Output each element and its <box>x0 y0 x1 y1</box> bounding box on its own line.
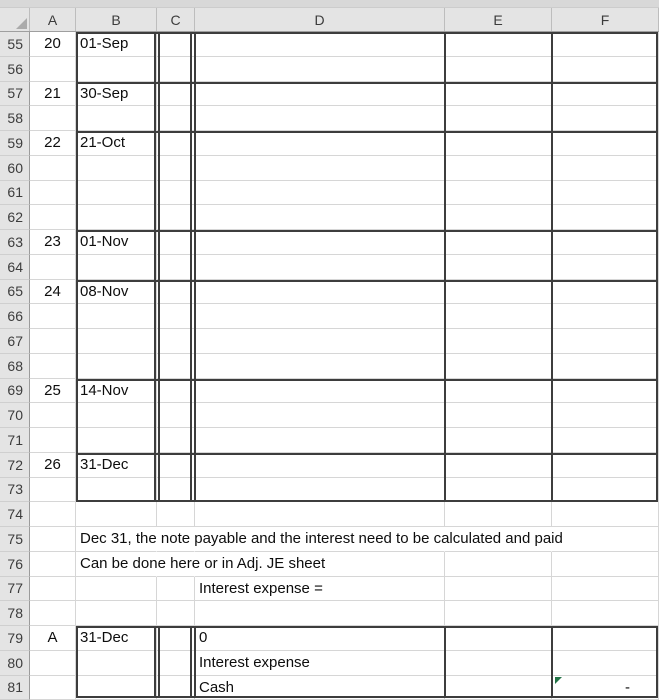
cell-F75[interactable] <box>552 527 659 552</box>
cell-A70[interactable] <box>30 403 76 428</box>
cell-C77[interactable] <box>157 577 195 602</box>
cell-A58[interactable] <box>30 106 76 131</box>
cell-A65[interactable]: 24 <box>30 280 76 305</box>
cell-D56[interactable] <box>195 57 445 82</box>
cell-E76[interactable] <box>445 552 552 577</box>
cell-D80[interactable]: Interest expense <box>195 651 445 676</box>
cell-C65[interactable] <box>157 280 195 305</box>
cell-E67[interactable] <box>445 329 552 354</box>
sheet-row-80 <box>0 651 659 676</box>
cell-B72[interactable]: 31-Dec <box>76 453 157 478</box>
cell-A60[interactable] <box>30 156 76 181</box>
cell-C73[interactable] <box>157 478 195 503</box>
row-header-69[interactable]: 69 <box>0 379 30 404</box>
cell-B62[interactable] <box>76 205 157 230</box>
row-header-73[interactable]: 73 <box>0 478 30 503</box>
cell-F70[interactable] <box>552 403 659 428</box>
cell-A74[interactable] <box>30 502 76 527</box>
cell-F59[interactable] <box>552 131 659 156</box>
cell-B73[interactable] <box>76 478 157 503</box>
cell-B80[interactable] <box>76 651 157 676</box>
sheet-row-67 <box>0 329 659 354</box>
row-header-65[interactable]: 65 <box>0 280 30 305</box>
row-header-55[interactable]: 55 <box>0 32 30 57</box>
row-header-57[interactable]: 57 <box>0 82 30 107</box>
column-header-F[interactable]: F <box>552 8 659 31</box>
sheet-row-78 <box>0 601 659 626</box>
cell-A64[interactable] <box>30 255 76 280</box>
sheet-row-79 <box>0 626 659 651</box>
cell-A79[interactable]: A <box>30 626 76 651</box>
row-header-80[interactable]: 80 <box>0 651 30 676</box>
sheet-row-65 <box>0 280 659 305</box>
cell-C55[interactable] <box>157 32 195 57</box>
sheet-row-61 <box>0 181 659 206</box>
row-header-61[interactable]: 61 <box>0 181 30 206</box>
cell-A66[interactable] <box>30 304 76 329</box>
cell-B69[interactable]: 14-Nov <box>76 379 157 404</box>
column-header-B[interactable]: B <box>76 8 157 31</box>
cell-E64[interactable] <box>445 255 552 280</box>
cell-F80[interactable] <box>552 651 659 676</box>
cell-C61[interactable] <box>157 181 195 206</box>
row-header-60[interactable]: 60 <box>0 156 30 181</box>
cell-E70[interactable] <box>445 403 552 428</box>
sheet-row-63 <box>0 230 659 255</box>
cell-C75[interactable] <box>157 527 195 552</box>
cell-E59[interactable] <box>445 131 552 156</box>
cell-B61[interactable] <box>76 181 157 206</box>
cell-B56[interactable] <box>76 57 157 82</box>
cell-F74[interactable] <box>552 502 659 527</box>
cell-A72[interactable]: 26 <box>30 453 76 478</box>
row-header-72[interactable]: 72 <box>0 453 30 478</box>
row-header-76[interactable]: 76 <box>0 552 30 577</box>
column-header-E[interactable]: E <box>445 8 552 31</box>
cell-C70[interactable] <box>157 403 195 428</box>
cell-B81[interactable] <box>76 676 157 700</box>
cell-D62[interactable] <box>195 205 445 230</box>
cell-D81[interactable]: Cash <box>195 676 445 700</box>
cell-C63[interactable] <box>157 230 195 255</box>
row-header-78[interactable]: 78 <box>0 601 30 626</box>
row-header-56[interactable]: 56 <box>0 57 30 82</box>
cell-E80[interactable] <box>445 651 552 676</box>
row-header-77[interactable]: 77 <box>0 577 30 602</box>
cell-C78[interactable] <box>157 601 195 626</box>
cell-A56[interactable] <box>30 57 76 82</box>
cell-C76[interactable] <box>157 552 195 577</box>
cell-F78[interactable] <box>552 601 659 626</box>
cell-D77[interactable]: Interest expense = <box>195 577 445 602</box>
cell-F56[interactable] <box>552 57 659 82</box>
cell-D55[interactable] <box>195 32 445 57</box>
cell-F66[interactable] <box>552 304 659 329</box>
cell-B68[interactable] <box>76 354 157 379</box>
cell-B77[interactable] <box>76 577 157 602</box>
sheet-row-69 <box>0 379 659 404</box>
sheet-row-68 <box>0 354 659 379</box>
sheet-row-75 <box>0 527 659 552</box>
cell-C67[interactable] <box>157 329 195 354</box>
row-header-79[interactable]: 79 <box>0 626 30 651</box>
cell-A68[interactable] <box>30 354 76 379</box>
row-header-71[interactable]: 71 <box>0 428 30 453</box>
sheet-row-59 <box>0 131 659 156</box>
cell-F77[interactable] <box>552 577 659 602</box>
cell-A81[interactable] <box>30 676 76 700</box>
row-header-63[interactable]: 63 <box>0 230 30 255</box>
column-header-row <box>0 8 659 32</box>
cell-A59[interactable]: 22 <box>30 131 76 156</box>
cell-D68[interactable] <box>195 354 445 379</box>
cell-B63[interactable]: 01-Nov <box>76 230 157 255</box>
cell-F76[interactable] <box>552 552 659 577</box>
cell-B55[interactable]: 01-Sep <box>76 32 157 57</box>
row-header-59[interactable]: 59 <box>0 131 30 156</box>
cell-D66[interactable] <box>195 304 445 329</box>
sheet-row-70 <box>0 403 659 428</box>
cell-F57[interactable] <box>552 82 659 107</box>
sheet-row-76 <box>0 552 659 577</box>
cell-D79[interactable]: 0 <box>195 626 445 651</box>
cell-C81[interactable] <box>157 676 195 700</box>
sheet-row-62 <box>0 205 659 230</box>
cell-F58[interactable] <box>552 106 659 131</box>
cell-B76[interactable]: Can be done here or in Adj. JE sheet <box>76 552 157 577</box>
cell-E60[interactable] <box>445 156 552 181</box>
cell-E74[interactable] <box>445 502 552 527</box>
cell-A57[interactable]: 21 <box>30 82 76 107</box>
cell-C80[interactable] <box>157 651 195 676</box>
row-header-58[interactable]: 58 <box>0 106 30 131</box>
cell-D75[interactable] <box>195 527 445 552</box>
cell-D70[interactable] <box>195 403 445 428</box>
cell-D69[interactable] <box>195 379 445 404</box>
sheet-row-81 <box>0 676 659 700</box>
cell-A71[interactable] <box>30 428 76 453</box>
cell-B79[interactable]: 31-Dec <box>76 626 157 651</box>
cell-B67[interactable] <box>76 329 157 354</box>
cell-B59[interactable]: 21-Oct <box>76 131 157 156</box>
select-all-icon <box>16 18 27 29</box>
row-header-81[interactable]: 81 <box>0 676 30 700</box>
cell-B74[interactable] <box>76 502 157 527</box>
cell-D72[interactable] <box>195 453 445 478</box>
sheet-row-57 <box>0 82 659 107</box>
cell-E56[interactable] <box>445 57 552 82</box>
cell-D57[interactable] <box>195 82 445 107</box>
cell-E66[interactable] <box>445 304 552 329</box>
cell-B57[interactable]: 30-Sep <box>76 82 157 107</box>
cell-C57[interactable] <box>157 82 195 107</box>
cell-C74[interactable] <box>157 502 195 527</box>
row-header-67[interactable]: 67 <box>0 329 30 354</box>
cell-E75[interactable] <box>445 527 552 552</box>
cell-A61[interactable] <box>30 181 76 206</box>
cell-D63[interactable] <box>195 230 445 255</box>
cell-B70[interactable] <box>76 403 157 428</box>
cell-A78[interactable] <box>30 601 76 626</box>
cell-D60[interactable] <box>195 156 445 181</box>
cell-A69[interactable]: 25 <box>30 379 76 404</box>
sheet-grid <box>0 32 659 700</box>
sheet-row-55 <box>0 32 659 57</box>
cell-F61[interactable] <box>552 181 659 206</box>
cell-E57[interactable] <box>445 82 552 107</box>
sheet-row-64 <box>0 255 659 280</box>
cell-A67[interactable] <box>30 329 76 354</box>
cell-A80[interactable] <box>30 651 76 676</box>
cell-F60[interactable] <box>552 156 659 181</box>
cell-E55[interactable] <box>445 32 552 57</box>
cell-E77[interactable] <box>445 577 552 602</box>
cell-E72[interactable] <box>445 453 552 478</box>
sheet-row-56 <box>0 57 659 82</box>
cell-E69[interactable] <box>445 379 552 404</box>
chrome-strip <box>0 0 659 8</box>
cell-C79[interactable] <box>157 626 195 651</box>
sheet-row-60 <box>0 156 659 181</box>
cell-F72[interactable] <box>552 453 659 478</box>
sheet-row-73 <box>0 478 659 503</box>
cell-E62[interactable] <box>445 205 552 230</box>
cell-E73[interactable] <box>445 478 552 503</box>
cell-E68[interactable] <box>445 354 552 379</box>
row-header-74[interactable]: 74 <box>0 502 30 527</box>
cell-D61[interactable] <box>195 181 445 206</box>
cell-D67[interactable] <box>195 329 445 354</box>
sheet-row-77 <box>0 577 659 602</box>
cell-F71[interactable] <box>552 428 659 453</box>
cell-C68[interactable] <box>157 354 195 379</box>
cell-E65[interactable] <box>445 280 552 305</box>
row-header-62[interactable]: 62 <box>0 205 30 230</box>
row-header-64[interactable]: 64 <box>0 255 30 280</box>
cell-D71[interactable] <box>195 428 445 453</box>
cell-F67[interactable] <box>552 329 659 354</box>
cell-C62[interactable] <box>157 205 195 230</box>
cell-F68[interactable] <box>552 354 659 379</box>
cell-D58[interactable] <box>195 106 445 131</box>
cell-E81[interactable] <box>445 676 552 700</box>
sheet-row-71 <box>0 428 659 453</box>
sheet-row-74 <box>0 502 659 527</box>
cell-F65[interactable] <box>552 280 659 305</box>
cell-A73[interactable] <box>30 478 76 503</box>
cell-B60[interactable] <box>76 156 157 181</box>
sheet-row-72 <box>0 453 659 478</box>
cell-B66[interactable] <box>76 304 157 329</box>
cell-C69[interactable] <box>157 379 195 404</box>
cell-F63[interactable] <box>552 230 659 255</box>
cell-C64[interactable] <box>157 255 195 280</box>
cell-D78[interactable] <box>195 601 445 626</box>
cell-B64[interactable] <box>76 255 157 280</box>
cell-D65[interactable] <box>195 280 445 305</box>
cell-D74[interactable] <box>195 502 445 527</box>
cell-F64[interactable] <box>552 255 659 280</box>
cell-E63[interactable] <box>445 230 552 255</box>
select-all-button[interactable] <box>0 8 30 31</box>
cell-A63[interactable]: 23 <box>30 230 76 255</box>
cell-E61[interactable] <box>445 181 552 206</box>
row-header-70[interactable]: 70 <box>0 403 30 428</box>
cell-F81[interactable]: - <box>552 676 659 700</box>
cell-D73[interactable] <box>195 478 445 503</box>
cell-B71[interactable] <box>76 428 157 453</box>
cell-B65[interactable]: 08-Nov <box>76 280 157 305</box>
cell-E78[interactable] <box>445 601 552 626</box>
row-header-68[interactable]: 68 <box>0 354 30 379</box>
cell-E71[interactable] <box>445 428 552 453</box>
cell-F73[interactable] <box>552 478 659 503</box>
cell-A62[interactable] <box>30 205 76 230</box>
cell-F55[interactable] <box>552 32 659 57</box>
cell-B75[interactable]: Dec 31, the note payable and the interest need to be calculated and paid <box>76 527 157 552</box>
cell-C72[interactable] <box>157 453 195 478</box>
row-header-66[interactable]: 66 <box>0 304 30 329</box>
cell-C71[interactable] <box>157 428 195 453</box>
cell-A77[interactable] <box>30 577 76 602</box>
cell-F79[interactable] <box>552 626 659 651</box>
cell-F62[interactable] <box>552 205 659 230</box>
cell-C58[interactable] <box>157 106 195 131</box>
sheet-row-66 <box>0 304 659 329</box>
cell-A75[interactable] <box>30 527 76 552</box>
cell-D64[interactable] <box>195 255 445 280</box>
cell-F69[interactable] <box>552 379 659 404</box>
column-header-A[interactable]: A <box>30 8 76 31</box>
cell-C66[interactable] <box>157 304 195 329</box>
sheet-row-58 <box>0 106 659 131</box>
column-header-C[interactable]: C <box>157 8 195 31</box>
cell-E58[interactable] <box>445 106 552 131</box>
cell-C60[interactable] <box>157 156 195 181</box>
cell-A76[interactable] <box>30 552 76 577</box>
cell-B58[interactable] <box>76 106 157 131</box>
cell-E79[interactable] <box>445 626 552 651</box>
cell-A55[interactable]: 20 <box>30 32 76 57</box>
cell-D59[interactable] <box>195 131 445 156</box>
row-header-75[interactable]: 75 <box>0 527 30 552</box>
cell-B78[interactable] <box>76 601 157 626</box>
column-header-D[interactable]: D <box>195 8 445 31</box>
cell-C56[interactable] <box>157 57 195 82</box>
cell-C59[interactable] <box>157 131 195 156</box>
